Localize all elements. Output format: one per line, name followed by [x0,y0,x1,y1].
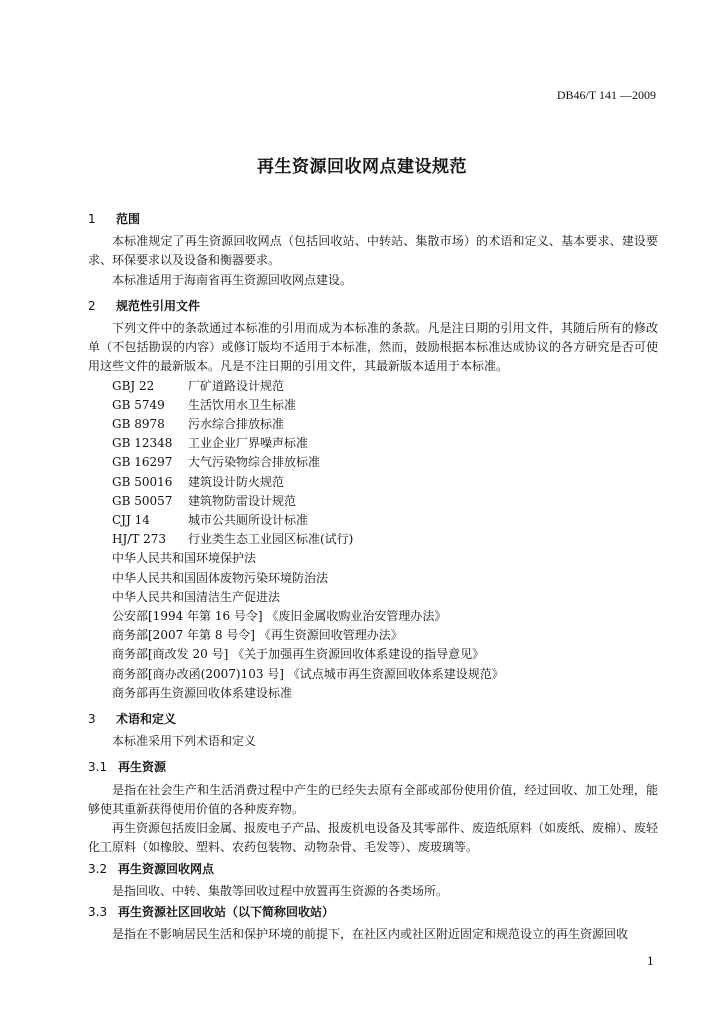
law-item: 中华人民共和国环境保护法 [112,551,257,566]
section-heading-2: 2 规范性引用文件 [88,298,201,313]
reference-item: GB 12348 工业企业厂界噪声标准 [112,436,309,451]
reference-item: GB 50016 建筑设计防火规范 [112,474,285,489]
law-item: 商务部[商改发 20 号] 《关于加强再生资源回收体系建设的指导意见》 [112,647,485,662]
law-list [88,549,658,703]
paragraph: 本标准采用下列术语和定义 [112,734,257,749]
paragraph: 本标准适用于海南省再生资源回收网点建设。 [112,272,353,287]
reference-item: CJJ 14 城市公共厕所设计标准 [112,513,309,528]
law-item: 商务部再生资源回收体系建设标准 [112,685,293,700]
subsection-heading-3-1: 3.1 再生资源 [88,760,167,775]
paragraph: 是指在不影响居民生活和保护环境的前提下，在社区内或社区附近固定和规范设立的再生资源回收 [112,927,629,942]
law-item: 商务部[商办改函(2007)103 号] 《试点城市再生资源回收体系建设规范》 [112,666,504,681]
document-body [88,208,658,944]
paragraph: 是指回收、中转、集散等回收过程中放置再生资源的各类场所。 [112,883,449,898]
section-heading-3: 3 术语和定义 [88,712,177,727]
reference-item: GB 16297 大气污染物综合排放标准 [112,455,321,470]
reference-item: GB 5749 生活饮用水卫生标准 [112,397,297,412]
law-item: 中华人民共和国固体废物污染环境防治法 [112,570,329,585]
subsection-heading-3-3: 3.3 再生资源社区回收站（以下简称回收站） [88,904,335,919]
reference-item: GB 50057 建筑物防雷设计规范 [112,493,297,508]
reference-list [88,377,658,550]
page-number: 1 [647,955,654,968]
standard-code: DB46/T 141 —2009 [556,88,656,102]
reference-item: GB 8978 污水综合排放标准 [112,417,285,432]
reference-item: GBJ 22 厂矿道路设计规范 [112,378,285,393]
paragraph: 本标准规定了再生资源回收网点（包括回收站、中转站、集散市场）的术语和定义、基本要求、建设要求、环保要求以及设备和衡器要求。 [88,234,658,268]
paragraph: 再生资源包括废旧金属、报废电子产品、报废机电设备及其零部件、废造纸原料（如废纸、废棉）、废轻化工原料（如橡胶、塑料、农药包装物、动物杂骨、毛发等）、废玻璃等。 [88,821,659,855]
law-item: 中华人民共和国清洁生产促进法 [112,589,281,604]
reference-item: HJ/T 273 行业类生态工业园区标准(试行) [112,532,354,547]
law-item: 商务部[2007 年第 8 号令] 《再生资源回收管理办法》 [112,628,403,643]
section-heading-1: 1 范围 [88,212,141,226]
document-title: 再生资源回收网点建设规范 [257,157,467,177]
law-item: 公安部[1994 年第 16 号令] 《废旧金属收购业治安管理办法》 [112,609,447,624]
paragraph: 下列文件中的条款通过本标准的引用而成为本标准的条款。凡是注日期的引用文件，其随后所有的修改单（不包括勘误的内容）或修订版均不适用于本标准，然而，鼓励根据本标准达成协议的各方研究是否可使用这些文件的最新版本。凡是不注日期的引用文件，其最新版本适用于本标准。 [88,321,658,374]
subsection-heading-3-2: 3.2 再生资源回收网点 [88,861,215,876]
paragraph: 是指在社会生产和生活消费过程中产生的已经失去原有全部或部份使用价值，经过回收、加工处理，能够使其重新获得使用价值的各种废弃物。 [88,782,658,816]
